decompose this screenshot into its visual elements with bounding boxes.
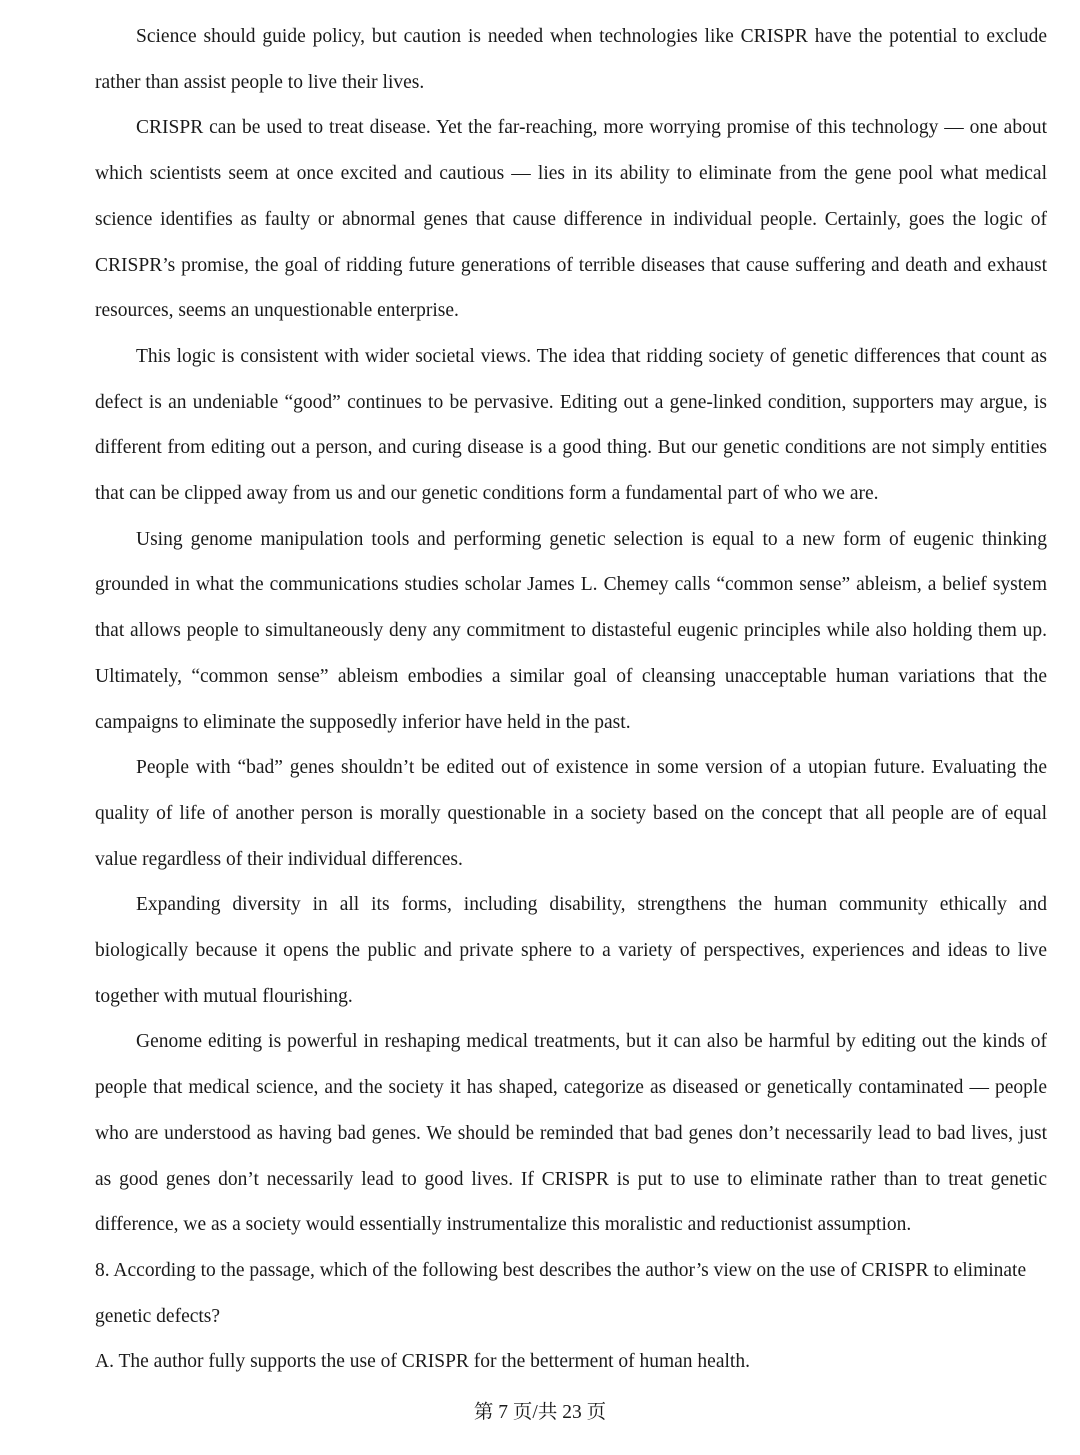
exam-page-body — [95, 14, 1047, 1385]
passage-paragraph-3: This logic is consistent with wider societal views. The idea that ridding society of genetic differences that count as defect is an undeniable “good” continues to be pervasive. Editing out a gene-linked condition, supporters may argue, is different from editing out a person, and curing disease is a good thing. But our genetic conditions are not simply entities that can be clipped away from us and our genetic conditions form a fundamental part of who we are. — [95, 345, 1047, 505]
passage-paragraph-5: People with “bad” genes shouldn’t be edited out of existence in some version of a utopian future. Evaluating the quality of life of another person is morally questionable in a society based on the concept that all people are of equal value regardless of their individual differences. — [95, 757, 1047, 870]
passage-paragraph-4: Using genome manipulation tools and performing genetic selection is equal to a new form of eugenic thinking grounded in what the communications studies scholar James L. Chemey calls “common sense” ableism, a belief system that allows people to simultaneously deny any commitment to distasteful eugenic principles while also holding them up. Ultimately, “common sense” ableism embodies a similar goal of cleansing unacceptable human variations that the campaigns to eliminate the supposedly inferior have held in the past. — [95, 528, 1047, 733]
passage-paragraph-7: Genome editing is powerful in reshaping medical treatments, but it can also be harmful by editing out the kinds of people that medical science, and the society it has shaped, categorize as diseased or genetically contaminated — people who are understood as having bad genes. We should be reminded that bad genes don’t necessarily lead to bad lives, just as good genes don’t necessarily lead to good lives. If CRISPR is put to use to eliminate rather than to treat genetic difference, we as a society would essentially instrumentalize this moralistic and reductionist assumption. — [95, 1031, 1047, 1236]
question-stem: 8. According to the passage, which of the following best describes the author’s view on the use of CRISPR to eliminate genetic defects? — [95, 1259, 1027, 1327]
passage-paragraph-2: CRISPR can be used to treat disease. Yet the far-reaching, more worrying promise of this technology — one about which scientists seem at once excited and cautious — lies in its ability to eliminate from the gene pool what medical science identifies as faulty or abnormal genes that cause difference in individual people. Certainly, goes the logic of CRISPR’s promise, the goal of ridding future generations of terrible diseases that cause suffering and death and exhaust resources, seems an unquestionable enterprise. — [95, 117, 1047, 322]
passage-paragraph-6: Expanding diversity in all its forms, including disability, strengthens the human community ethically and biologically because it opens the public and private sphere to a variety of perspectives, experiences and ideas to live together with mutual flourishing. — [95, 894, 1047, 1007]
passage-paragraph-1: Science should guide policy, but caution is needed when technologies like CRISPR have the potential to exclude rather than assist people to live their lives. — [95, 26, 1047, 93]
answer-option-a: A. The author fully supports the use of CRISPR for the betterment of human health. — [95, 1351, 750, 1373]
page-number-footer: 第 7 页/共 23 页 — [473, 1402, 607, 1423]
